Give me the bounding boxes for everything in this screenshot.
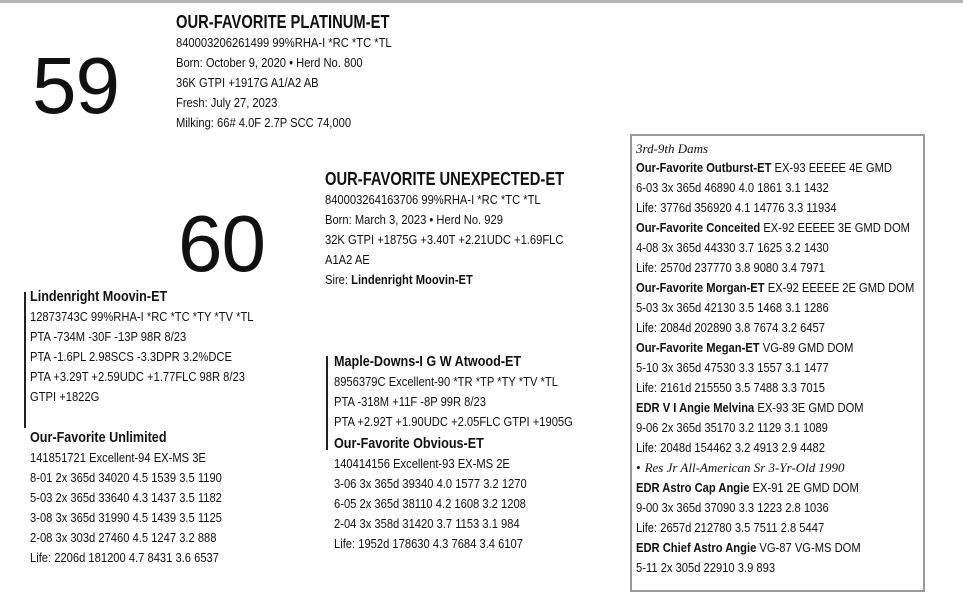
dam-block [30,428,253,568]
dam-entry-name: Our-Favorite Conceited [636,220,761,235]
dam-line: 8-01 2x 365d 34020 4.5 1539 3.5 1190 [30,470,222,485]
dam-entry-record: 6-03 3x 365d 46890 4.0 1861 3.1 1432 [636,180,829,195]
dam-entry-note-text: Res Jr All-American Sr 3-Yr-Old 1990 [644,460,845,475]
dam-entry-record: Life: 2657d 212780 3.5 7511 2.8 5447 [636,520,825,535]
dam-name: Our-Favorite Unlimited [30,429,167,446]
lot-59-line: 840003206261499 99%RHA-I *RC *TC *TL [176,35,392,50]
dam-entry-classification: EX-93 3E GMD DOM [754,400,864,415]
dam-entry-header [636,278,914,298]
sire-block [30,287,290,407]
dams-box-title: 3rd-9th Dams [636,141,709,156]
dam-line: 5-03 2x 365d 33640 4.3 1437 3.5 1182 [30,490,222,505]
dam-entry-name: EDR V I Angie Melvina [636,400,755,415]
second-dam-line: 3-06 3x 365d 39340 4.0 1577 3.2 1270 [334,476,527,491]
dam-entry-header [636,338,914,358]
lot-59-line: 36K GTPI +1917G A1/A2 AB [176,75,319,90]
dam-entry-header [636,538,914,558]
sire-line: GTPI +1822G [30,389,100,404]
lot-number-60: 60 [178,199,265,288]
dam-entry-record: Life: 2570d 237770 3.8 9080 3.4 7971 [636,260,825,275]
second-dam-line: Life: 1952d 178630 4.3 7684 3.4 6107 [334,536,523,551]
second-dam-block [334,434,558,554]
dam-entry-record: Life: 2161d 215550 3.5 7488 3.3 7015 [636,380,825,395]
sire-line: 12873743C 99%RHA-I *RC *TC *TY *TV *TL [30,309,254,324]
dam-line: 2-08 3x 303d 27460 4.5 1247 3.2 888 [30,530,217,545]
dam-entry-classification: EX-93 EEEEE 4E GMD [771,160,892,175]
dam-entry-classification: EX-92 EEEEE 2E GMD DOM [764,280,915,295]
lot-60-line: Born: March 3, 2023 • Herd No. 929 [325,212,503,227]
dam-entry-record: 5-03 3x 365d 42130 3.5 1468 3.1 1286 [636,300,829,315]
dam-line: 141851721 Excellent-94 EX-MS 3E [30,450,206,465]
dam-entry-header [636,398,914,418]
dam-entry-name: EDR Chief Astro Angie [636,540,757,555]
lot-60-sire-line [325,270,576,290]
sire-line: PTA -734M -30F -13P 98R 8/23 [30,329,187,344]
lot-59-line: Milking: 66# 4.0F 2.7P SCC 74,000 [176,115,352,130]
dam-entry-classification: EX-92 EEEEE 3E GMD DOM [760,220,910,235]
maternal-grandsire-name: Maple-Downs-I G W Atwood-ET [334,353,522,370]
sire-line: PTA +3.29T +2.59UDC +1.77FLC 98R 8/23 [30,369,245,384]
lot-60-block [325,168,617,290]
dam-entry-name: Our-Favorite Outburst-ET [636,160,772,175]
sire-label: Sire: [325,272,348,287]
dam-entry-record: Life: 2048d 154462 3.2 4913 2.9 4482 [636,440,825,455]
dam-line: Life: 2206d 181200 4.7 8431 3.6 6537 [30,550,219,565]
lot-59-line: Fresh: July 27, 2023 [176,95,278,110]
lot-60-line: A1A2 AE [325,252,370,267]
lot-60-line: 840003264163706 99%RHA-I *RC *TC *TL [325,192,541,207]
dam-entry-classification: VG-89 GMD DOM [759,340,854,355]
dams-box-content [636,140,960,578]
dam-entry-record: 9-00 3x 365d 37090 3.3 1223 2.8 1036 [636,500,829,515]
dam-line: 3-08 3x 365d 31990 4.5 1439 3.5 1125 [30,510,222,525]
dam-entry-record: 5-10 3x 365d 47530 3.3 1557 3.1 1477 [636,360,829,375]
maternal-grandsire-line: PTA -318M +11F -8P 99R 8/23 [334,394,486,409]
dam-entry-record: 5-11 2x 305d 22910 3.9 893 [636,560,776,575]
dam-entry-name: Our-Favorite Morgan-ET [636,280,765,295]
lot-60-line: 32K GTPI +1875G +3.40T +2.21UDC +1.69FLC [325,232,564,247]
second-dam-line: 140414156 Excellent-93 EX-MS 2E [334,456,510,471]
sire-block-name: Lindenright Moovin-ET [30,288,168,305]
dam-entry-record: 4-08 3x 365d 44330 3.7 1625 3.2 1430 [636,240,829,255]
dam-entry-record: 9-06 2x 365d 35170 3.2 1129 3.1 1089 [636,420,828,435]
sire-name: Lindenright Moovin-ET [351,272,473,287]
maternal-grandsire-line: PTA +2.92T +1.90UDC +2.05FLC GTPI +1905G [334,414,573,429]
bullet-icon: • [636,460,641,475]
lot-60-name: OUR-FAVORITE UNEXPECTED-ET [325,169,565,189]
second-dam-name: Our-Favorite Obvious-ET [334,435,484,452]
dam-entry-record: Life: 2084d 202890 3.8 7674 3.2 6457 [636,320,825,335]
second-dam-line: 2-04 3x 358d 31420 3.7 1153 3.1 984 [334,516,520,531]
pedigree-bracket-left [24,292,26,428]
dam-entry-classification: VG-87 VG-MS DOM [756,540,861,555]
maternal-grandsire-line: 8956379C Excellent-90 *TR *TP *TY *TV *TL [334,374,558,389]
sire-line: PTA -1.6PL 2.98SCS -3.3DPR 3.2%DCE [30,349,232,364]
lot-59-line: Born: October 9, 2020 • Herd No. 800 [176,55,363,70]
dam-entry-record: Life: 3776d 356920 4.1 14776 3.3 11934 [636,200,837,215]
second-dam-line: 6-05 2x 365d 38110 4.2 1608 3.2 1208 [334,496,526,511]
top-rule [0,0,963,3]
dam-entry-classification: EX-91 2E GMD DOM [749,480,859,495]
maternal-grandsire-block [334,352,612,432]
dam-entry-name: EDR Astro Cap Angie [636,480,750,495]
lot-number-59: 59 [32,41,119,130]
lot-59-name: OUR-FAVORITE PLATINUM-ET [176,12,390,32]
lot-59-block [176,11,436,133]
dam-entry-name: Our-Favorite Megan-ET [636,340,760,355]
dam-entry-header [636,158,914,178]
dam-entry-note [636,458,960,478]
pedigree-bracket-middle [326,356,328,450]
dam-entry-header [636,478,914,498]
dam-entry-header [636,218,914,238]
